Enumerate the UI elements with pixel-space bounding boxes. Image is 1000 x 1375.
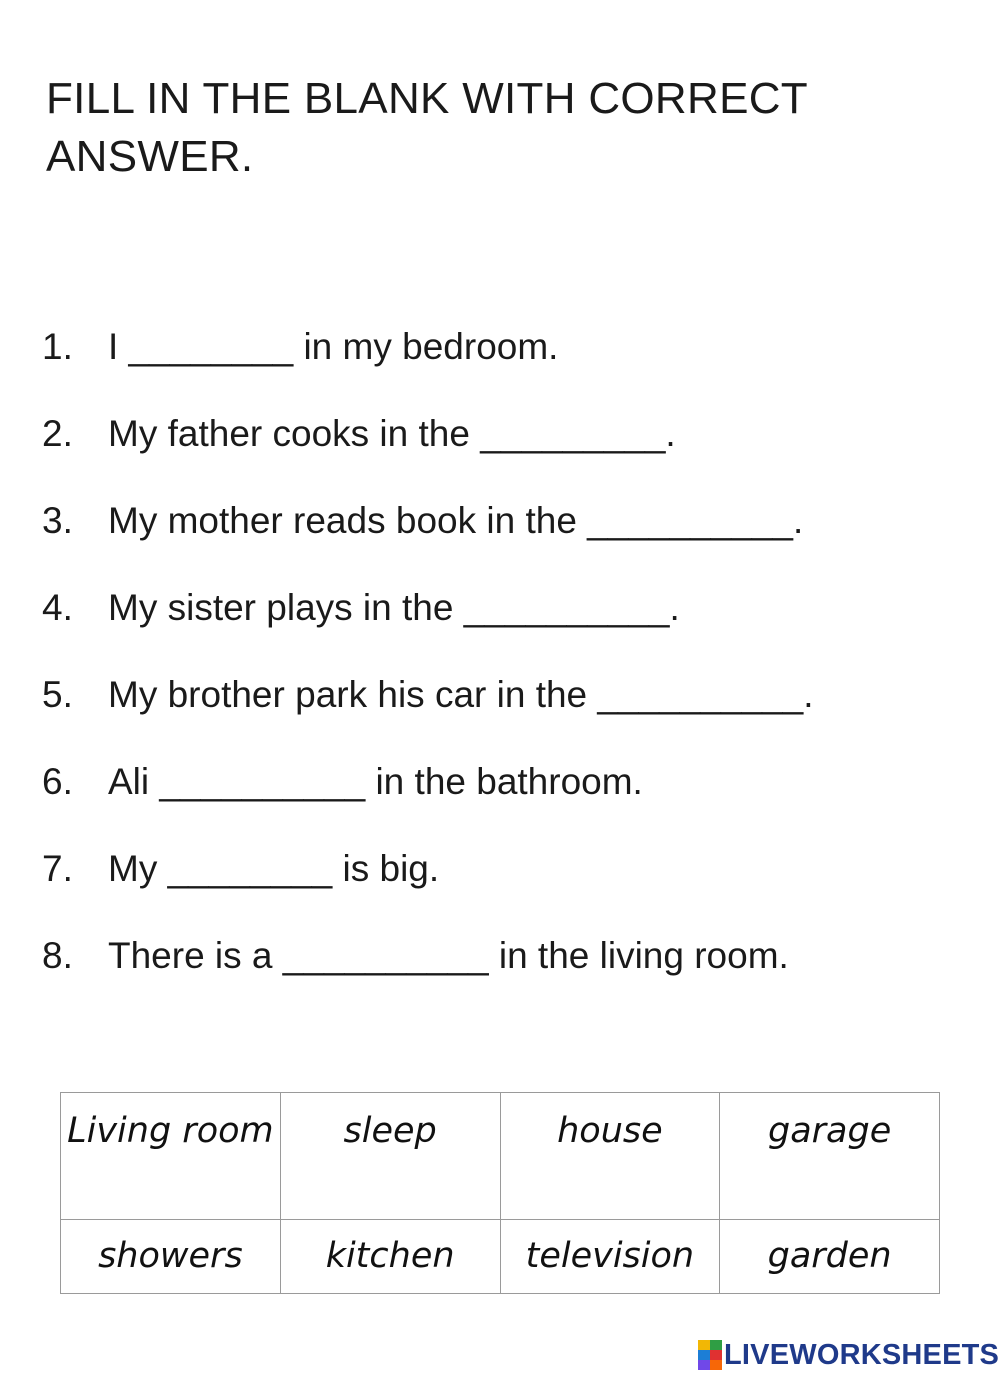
question-item — [0, 927, 1000, 1014]
question-number: 3. — [42, 500, 73, 541]
liveworksheets-logo — [698, 1338, 999, 1372]
logo-text: LIVEWORKSHEETS — [724, 1338, 1000, 1371]
liveworksheets-logo-icon — [698, 1340, 722, 1370]
word-bank-cell: house — [500, 1093, 720, 1220]
question-item — [0, 492, 1000, 579]
word-bank-row — [61, 1220, 940, 1294]
question-number: 8. — [42, 935, 73, 976]
question-text: My mother reads book in the __________. — [108, 500, 804, 541]
question-item — [0, 753, 1000, 840]
word-bank-cell: showers — [61, 1220, 281, 1294]
question-item — [0, 840, 1000, 927]
logo-block — [710, 1350, 722, 1360]
question-item — [0, 405, 1000, 492]
logo-block — [710, 1360, 722, 1370]
question-text: My father cooks in the _________. — [108, 413, 676, 454]
logo-block — [698, 1350, 710, 1360]
question-text: My brother park his car in the __________. — [108, 674, 814, 715]
logo-block — [710, 1340, 722, 1350]
question-text: My ________ is big. — [108, 848, 440, 889]
word-bank-cell: kitchen — [280, 1220, 500, 1294]
word-bank-table — [60, 1092, 940, 1294]
question-item — [0, 666, 1000, 753]
question-list — [0, 318, 1000, 1014]
question-text: My sister plays in the __________. — [108, 587, 680, 628]
word-bank-cell: garage — [720, 1093, 940, 1220]
word-bank-cell: sleep — [280, 1093, 500, 1220]
question-number: 7. — [42, 848, 73, 889]
word-bank-cell: television — [500, 1220, 720, 1294]
question-item — [0, 318, 1000, 405]
logo-block — [698, 1360, 710, 1370]
word-bank-cell: garden — [720, 1220, 940, 1294]
worksheet-title: FILL IN THE BLANK WITH CORRECT ANSWER. — [46, 74, 808, 181]
question-text: There is a __________ in the living room. — [108, 935, 789, 976]
question-number: 1. — [42, 326, 73, 367]
question-text: I ________ in my bedroom. — [108, 326, 559, 367]
word-bank-cell: Living room — [61, 1093, 281, 1220]
question-number: 4. — [42, 587, 73, 628]
question-number: 5. — [42, 674, 73, 715]
word-bank-row — [61, 1093, 940, 1220]
question-text: Ali __________ in the bathroom. — [108, 761, 643, 802]
question-number: 2. — [42, 413, 73, 454]
logo-block — [698, 1340, 710, 1350]
question-item — [0, 579, 1000, 666]
question-number: 6. — [42, 761, 73, 802]
